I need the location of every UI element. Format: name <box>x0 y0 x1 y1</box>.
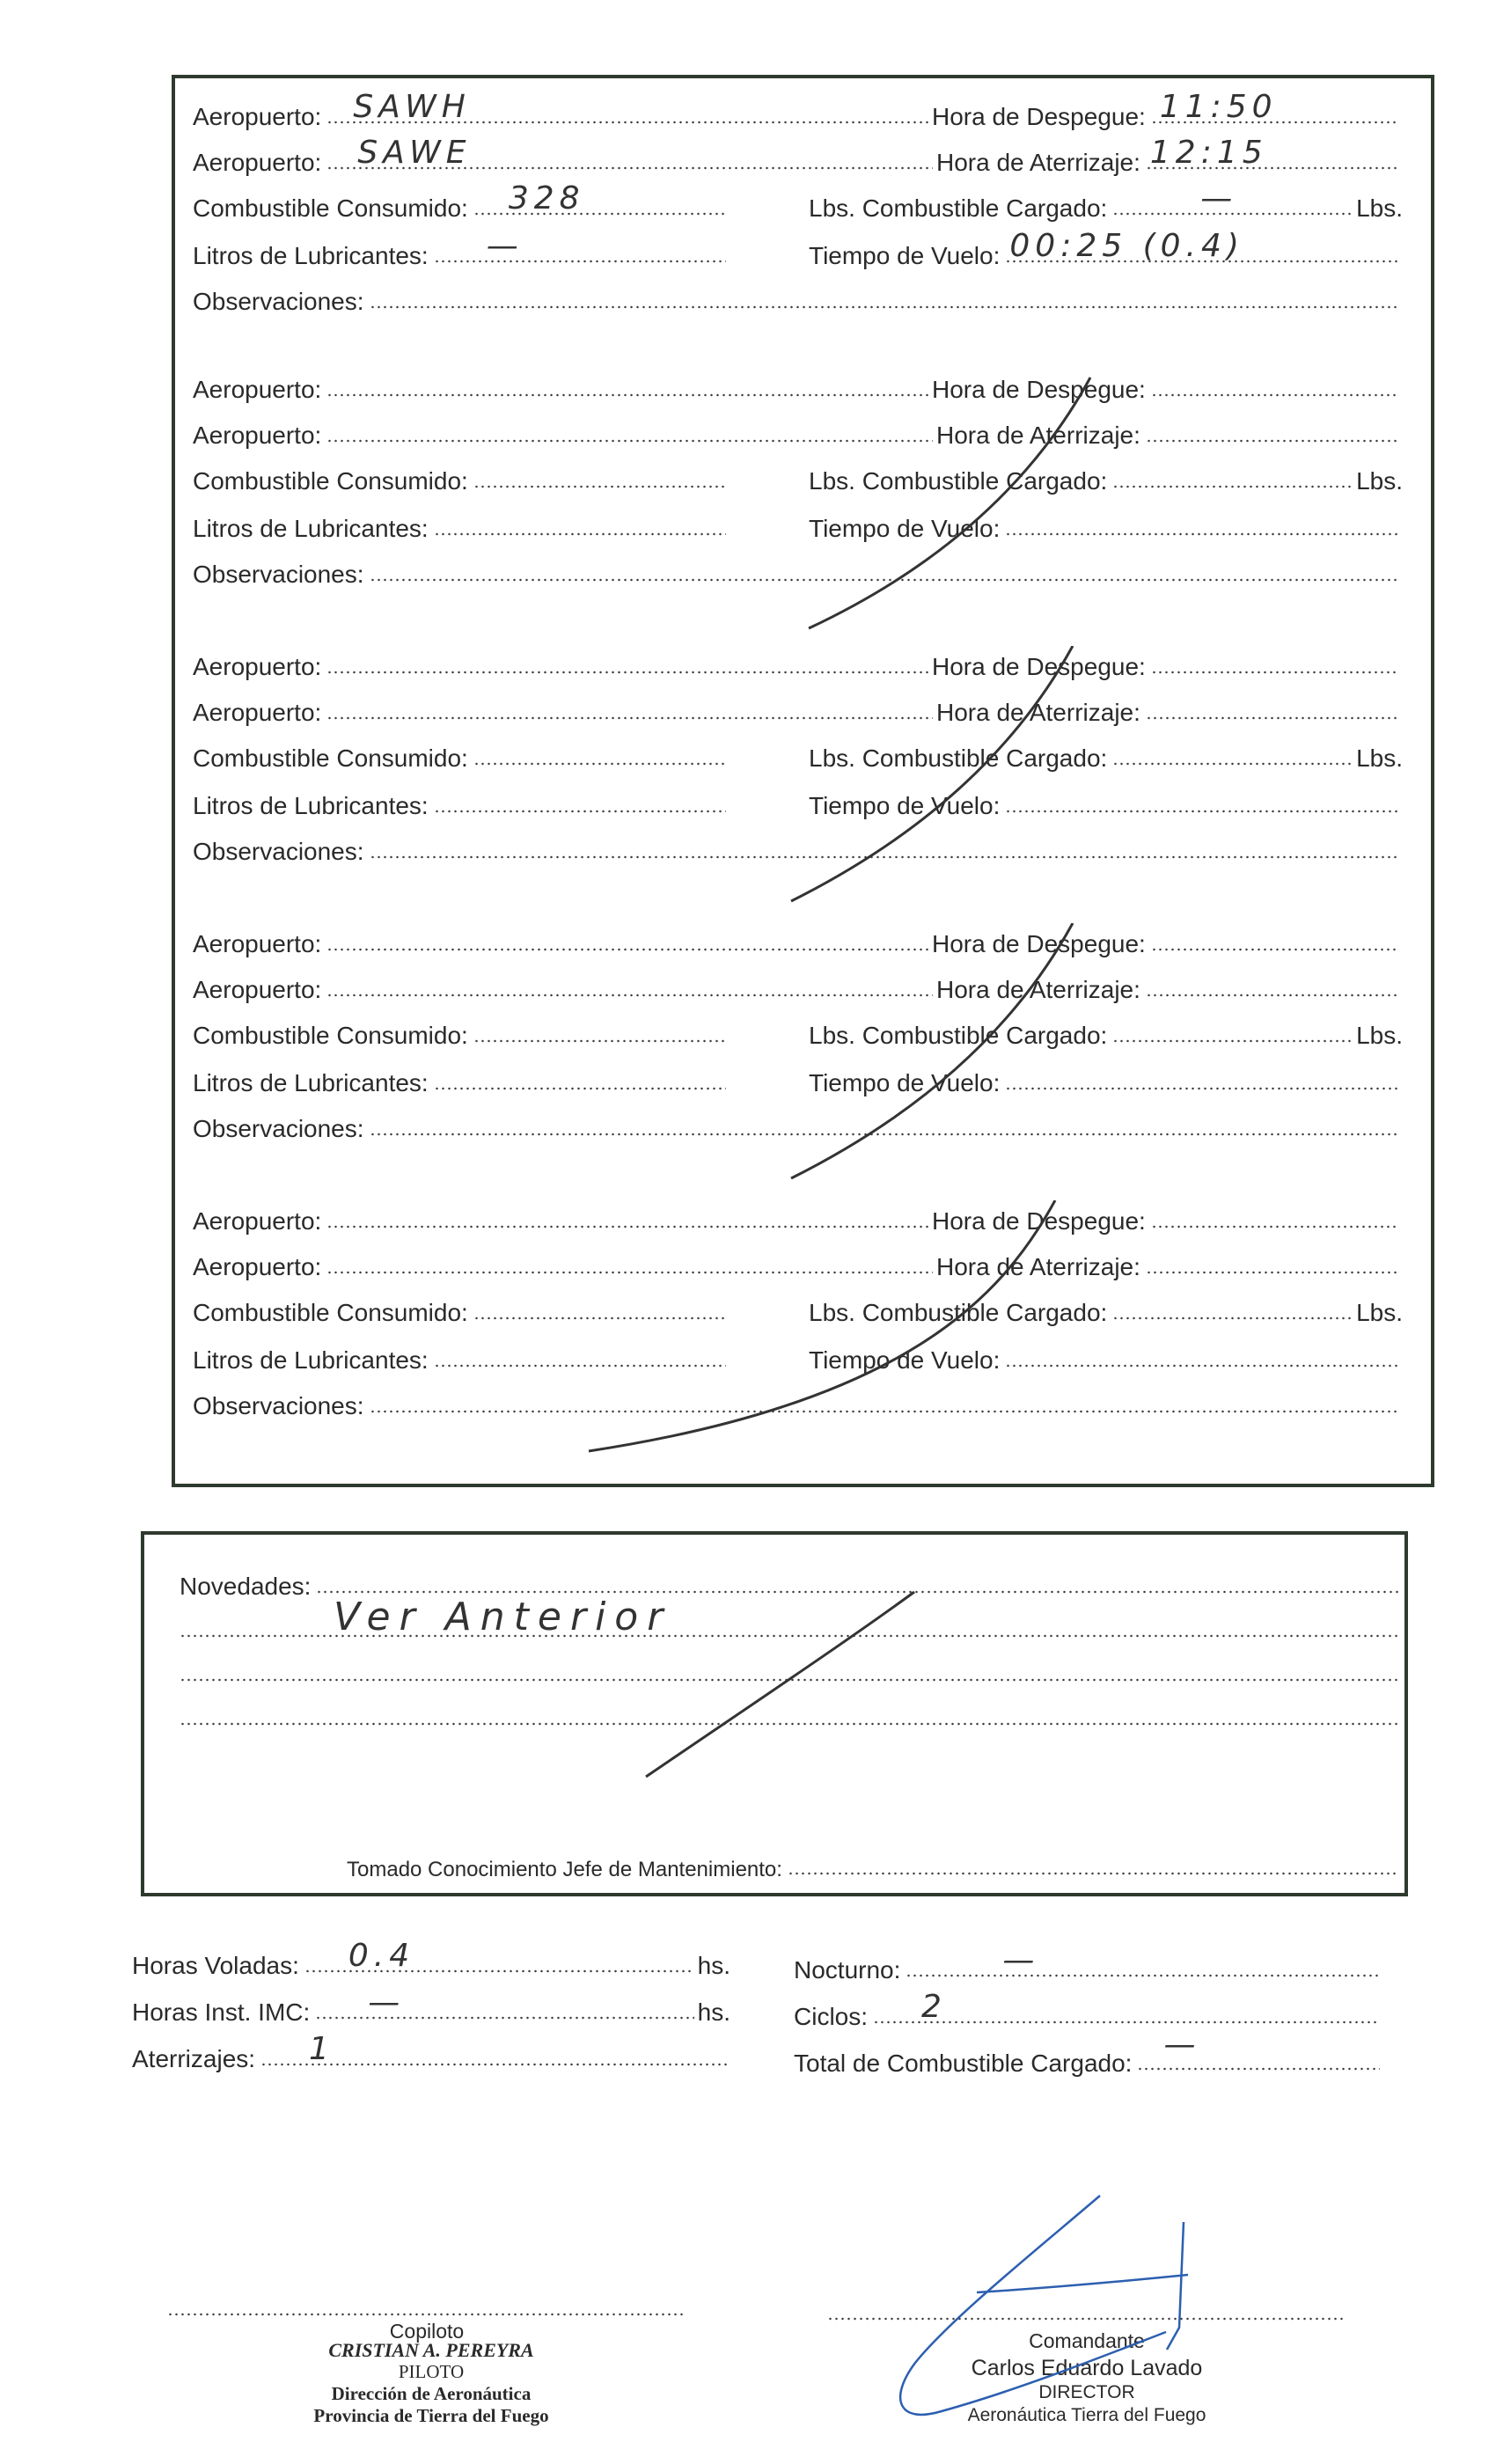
comandante-org: Aeronáutica Tierra del Fuego <box>967 2405 1206 2425</box>
lbs-cargado-value: — <box>1200 180 1238 216</box>
hora-aterrizaje-row <box>936 1246 1403 1281</box>
tiempo-vuelo-field[interactable] <box>1005 228 1399 264</box>
litros-lubricantes-value: — <box>486 228 524 264</box>
litros-lubricantes-row <box>193 785 730 820</box>
aeropuerto-1-label: Aeropuerto: <box>193 930 322 957</box>
aeropuerto-1-label: Aeropuerto: <box>193 1207 322 1235</box>
aeropuerto-2-label: Aeropuerto: <box>193 422 322 449</box>
comandante-title: DIRECTOR <box>1038 2382 1135 2402</box>
hora-despegue-field[interactable] <box>1151 670 1399 675</box>
aeropuerto-1-value: SAWH <box>353 89 471 125</box>
leg-cancel-slash <box>175 923 1438 1187</box>
hora-aterrizaje-field[interactable] <box>1146 715 1399 721</box>
copiloto-stamp-org1: Dirección de Aeronáutica <box>331 2383 532 2404</box>
hora-aterrizaje-label: Hora de Aterrizaje: <box>936 422 1140 449</box>
hora-despegue-label: Hora de Despegue: <box>932 1207 1146 1235</box>
lbs-cargado-row <box>809 460 1403 495</box>
litros-lubricantes-field[interactable] <box>434 809 726 814</box>
hora-aterrizaje-field[interactable] <box>1146 1270 1399 1275</box>
horas-voladas-row <box>132 1938 730 1980</box>
aeropuerto-2-field[interactable] <box>326 715 933 721</box>
litros-lubricantes-field[interactable] <box>434 228 726 264</box>
litros-lubricantes-row <box>193 508 730 543</box>
tiempo-vuelo-value: 00:25 (0.4) <box>1009 228 1244 264</box>
combustible-consumido-field[interactable] <box>473 180 726 216</box>
lbs-unit: Lbs. <box>1356 744 1403 772</box>
tiempo-vuelo-label: Tiempo de Vuelo: <box>809 242 1001 269</box>
lbs-cargado-label: Lbs. Combustible Cargado: <box>809 744 1108 772</box>
litros-lubricantes-label: Litros de Lubricantes: <box>193 792 429 819</box>
litros-lubricantes-label: Litros de Lubricantes: <box>193 1069 429 1096</box>
copiloto-stamp-name: CRISTIAN A. PEREYRA <box>328 2339 534 2361</box>
hora-despegue-row <box>932 923 1403 958</box>
novedades-section <box>141 1531 1408 1896</box>
tiempo-vuelo-row <box>809 785 1403 820</box>
combustible-consumido-row <box>193 737 730 773</box>
hora-aterrizaje-label: Hora de Aterrizaje: <box>936 1253 1140 1280</box>
lbs-cargado-row <box>809 180 1403 223</box>
total-combustible-row <box>794 2027 1383 2078</box>
hora-despegue-row <box>932 1200 1403 1236</box>
hora-aterrizaje-row <box>936 969 1403 1004</box>
lbs-cargado-row <box>809 737 1403 773</box>
observaciones-row <box>193 281 1403 316</box>
comandante-signature-scrawl <box>818 2187 1311 2451</box>
ciclos-value: 2 <box>921 1989 947 2025</box>
lbs-cargado-label: Lbs. Combustible Cargado: <box>809 1022 1108 1049</box>
combustible-consumido-field[interactable] <box>473 1038 726 1044</box>
combustible-consumido-row <box>193 460 730 495</box>
aeropuerto-2-label: Aeropuerto: <box>193 976 322 1003</box>
aeropuerto-2-row <box>193 969 936 1004</box>
lbs-cargado-label: Lbs. Combustible Cargado: <box>809 467 1108 495</box>
nocturno-label: Nocturno: <box>794 1956 901 1984</box>
comandante-name: Carlos Eduardo Lavado <box>971 2356 1203 2380</box>
aeropuerto-1-field[interactable] <box>326 947 928 952</box>
lbs-cargado-field[interactable] <box>1112 1316 1353 1321</box>
observaciones-label: Observaciones: <box>193 561 364 588</box>
horas-imc-row <box>132 1984 730 2027</box>
novedades-value: Ver Anterior <box>334 1595 672 1639</box>
aeropuerto-1-field[interactable] <box>326 392 928 398</box>
horas-voladas-value: 0.4 <box>348 1938 415 1974</box>
tiempo-vuelo-label: Tiempo de Vuelo: <box>809 515 1001 542</box>
hora-aterrizaje-field[interactable] <box>1146 135 1399 171</box>
tiempo-vuelo-field[interactable] <box>1005 809 1399 814</box>
combustible-consumido-value: 328 <box>508 180 585 216</box>
tiempo-vuelo-row <box>809 508 1403 543</box>
lbs-cargado-row <box>809 1292 1403 1327</box>
copiloto-stamp-org2: Provincia de Tierra del Fuego <box>313 2405 549 2426</box>
copiloto-stamp-title: PILOTO <box>398 2361 465 2382</box>
aeropuerto-2-field[interactable] <box>326 438 933 444</box>
aeropuerto-1-row <box>193 923 932 958</box>
tiempo-vuelo-row <box>809 1339 1403 1375</box>
flight-leg-2 <box>175 369 1431 633</box>
lbs-unit: Lbs. <box>1356 194 1403 222</box>
aeropuerto-2-row <box>193 692 936 727</box>
aterrizajes-row <box>132 2031 730 2073</box>
litros-lubricantes-field[interactable] <box>434 532 726 537</box>
observaciones-field[interactable] <box>370 577 1399 583</box>
hora-despegue-label: Hora de Despegue: <box>932 653 1146 680</box>
hora-despegue-label: Hora de Despegue: <box>932 376 1146 403</box>
hora-despegue-field[interactable] <box>1151 392 1399 398</box>
litros-lubricantes-field[interactable] <box>434 1086 726 1091</box>
aeropuerto-1-row <box>193 89 932 131</box>
litros-lubricantes-label: Litros de Lubricantes: <box>193 515 429 542</box>
litros-lubricantes-row <box>193 1062 730 1097</box>
observaciones-row <box>193 1108 1403 1143</box>
tiempo-vuelo-field[interactable] <box>1005 1363 1399 1368</box>
hora-aterrizaje-label: Hora de Aterrizaje: <box>936 149 1140 176</box>
combustible-consumido-label: Combustible Consumido: <box>193 1299 468 1326</box>
aeropuerto-2-row <box>193 414 936 450</box>
aeropuerto-1-field[interactable] <box>326 1224 928 1229</box>
aeropuerto-1-row <box>193 646 932 681</box>
nocturno-value: — <box>1002 1942 1040 1978</box>
observaciones-field[interactable] <box>370 304 1399 310</box>
aeropuerto-1-label: Aeropuerto: <box>193 376 322 403</box>
flight-leg-3 <box>175 646 1431 910</box>
observaciones-label: Observaciones: <box>193 838 364 865</box>
horas-imc-value: — <box>368 1984 406 2020</box>
hora-aterrizaje-value: 12:15 <box>1149 135 1268 171</box>
horas-voladas-unit: hs. <box>697 1952 730 1979</box>
hora-despegue-field[interactable] <box>1151 1224 1399 1229</box>
hora-despegue-field[interactable] <box>1151 89 1399 125</box>
combustible-consumido-row <box>193 1015 730 1050</box>
aeropuerto-2-field[interactable] <box>326 135 933 171</box>
ciclos-label: Ciclos: <box>794 2003 869 2030</box>
observaciones-field[interactable] <box>370 1409 1399 1414</box>
tiempo-vuelo-field[interactable] <box>1005 1086 1399 1091</box>
combustible-consumido-label: Combustible Consumido: <box>193 194 468 222</box>
horas-voladas-label: Horas Voladas: <box>132 1952 299 1979</box>
litros-lubricantes-row <box>193 228 730 270</box>
hora-aterrizaje-field[interactable] <box>1146 993 1399 998</box>
leg-cancel-slash <box>175 369 1438 633</box>
hora-despegue-field[interactable] <box>1151 947 1399 952</box>
hora-aterrizaje-label: Hora de Aterrizaje: <box>936 976 1140 1003</box>
hora-aterrizaje-field[interactable] <box>1146 438 1399 444</box>
hora-aterrizaje-label: Hora de Aterrizaje: <box>936 699 1140 726</box>
hora-despegue-row <box>932 369 1403 404</box>
hora-aterrizaje-row <box>936 692 1403 727</box>
combustible-consumido-row <box>193 1292 730 1327</box>
observaciones-row <box>193 831 1403 866</box>
aeropuerto-2-label: Aeropuerto: <box>193 1253 322 1280</box>
hora-aterrizaje-row <box>936 414 1403 450</box>
copiloto-role: Copiloto <box>389 2320 465 2343</box>
novedades-label: Novedades: <box>180 1573 312 1600</box>
lbs-cargado-row <box>809 1015 1403 1050</box>
lbs-cargado-label: Lbs. Combustible Cargado: <box>809 194 1108 222</box>
lbs-cargado-field[interactable] <box>1112 484 1353 489</box>
combustible-consumido-label: Combustible Consumido: <box>193 1022 468 1049</box>
leg-cancel-slash <box>175 1200 1438 1464</box>
aeropuerto-1-row <box>193 1200 932 1236</box>
flight-legs-section <box>172 75 1434 1487</box>
total-combustible-label: Total de Combustible Cargado: <box>794 2050 1133 2077</box>
litros-lubricantes-field[interactable] <box>434 1363 726 1368</box>
combustible-consumido-field[interactable] <box>473 1316 726 1321</box>
observaciones-label: Observaciones: <box>193 1115 364 1142</box>
litros-lubricantes-label: Litros de Lubricantes: <box>193 1346 429 1374</box>
comandante-role: Comandante <box>1029 2329 1145 2352</box>
horas-imc-label: Horas Inst. IMC: <box>132 1998 311 2026</box>
lbs-cargado-field[interactable] <box>1112 761 1353 766</box>
aeropuerto-2-field[interactable] <box>326 1270 933 1275</box>
combustible-consumido-row <box>193 180 730 223</box>
lbs-cargado-label: Lbs. Combustible Cargado: <box>809 1299 1108 1326</box>
observaciones-label: Observaciones: <box>193 288 364 315</box>
aterrizajes-value: 1 <box>309 2031 334 2067</box>
copiloto-signature-line[interactable] <box>167 2312 683 2317</box>
aeropuerto-1-field[interactable] <box>326 670 928 675</box>
hora-despegue-row <box>932 646 1403 681</box>
aeropuerto-1-label: Aeropuerto: <box>193 103 322 130</box>
aeropuerto-2-row <box>193 1246 936 1281</box>
tomado-conocimiento-label: Tomado Conocimiento Jefe de Mantenimiento: <box>347 1858 782 1881</box>
ciclos-row <box>794 1989 1383 2031</box>
leg-cancel-slash <box>175 646 1438 910</box>
combustible-consumido-label: Combustible Consumido: <box>193 744 468 772</box>
observaciones-field[interactable] <box>370 1132 1399 1137</box>
aeropuerto-1-label: Aeropuerto: <box>193 653 322 680</box>
aeropuerto-2-row <box>193 135 936 177</box>
flight-leg-1 <box>175 89 1431 360</box>
lbs-unit: Lbs. <box>1356 1022 1403 1049</box>
hora-despegue-row <box>932 89 1403 131</box>
lbs-unit: Lbs. <box>1356 467 1403 495</box>
combustible-consumido-label: Combustible Consumido: <box>193 467 468 495</box>
hora-despegue-label: Hora de Despegue: <box>932 930 1146 957</box>
tiempo-vuelo-label: Tiempo de Vuelo: <box>809 792 1001 819</box>
litros-lubricantes-label: Litros de Lubricantes: <box>193 242 429 269</box>
lbs-cargado-field[interactable] <box>1112 180 1353 216</box>
combustible-consumido-field[interactable] <box>473 761 726 766</box>
tiempo-vuelo-field[interactable] <box>1005 532 1399 537</box>
hora-despegue-value: 11:50 <box>1159 89 1278 125</box>
tiempo-vuelo-row <box>809 228 1403 270</box>
flight-leg-5 <box>175 1200 1431 1464</box>
horas-imc-unit: hs. <box>697 1998 730 2026</box>
aeropuerto-1-field[interactable] <box>326 89 928 125</box>
aeropuerto-2-label: Aeropuerto: <box>193 699 322 726</box>
aeropuerto-1-row <box>193 369 932 404</box>
aterrizajes-label: Aterrizajes: <box>132 2045 256 2072</box>
flight-leg-4 <box>175 923 1431 1187</box>
hora-despegue-label: Hora de Despegue: <box>932 103 1146 130</box>
tiempo-vuelo-label: Tiempo de Vuelo: <box>809 1346 1001 1374</box>
tiempo-vuelo-label: Tiempo de Vuelo: <box>809 1069 1001 1096</box>
combustible-consumido-field[interactable] <box>473 484 726 489</box>
total-combustible-value: — <box>1163 2027 1201 2063</box>
novedades-cancel-slash <box>144 1535 1412 1900</box>
observaciones-label: Observaciones: <box>193 1392 364 1419</box>
aeropuerto-2-value: SAWE <box>357 135 472 171</box>
observaciones-row <box>193 554 1403 589</box>
litros-lubricantes-row <box>193 1339 730 1375</box>
nocturno-row <box>794 1942 1383 1984</box>
aeropuerto-2-field[interactable] <box>326 993 933 998</box>
observaciones-field[interactable] <box>370 854 1399 860</box>
observaciones-row <box>193 1385 1403 1420</box>
aeropuerto-2-label: Aeropuerto: <box>193 149 322 176</box>
hora-aterrizaje-row <box>936 135 1403 177</box>
tiempo-vuelo-row <box>809 1062 1403 1097</box>
lbs-unit: Lbs. <box>1356 1299 1403 1326</box>
lbs-cargado-field[interactable] <box>1112 1038 1353 1044</box>
